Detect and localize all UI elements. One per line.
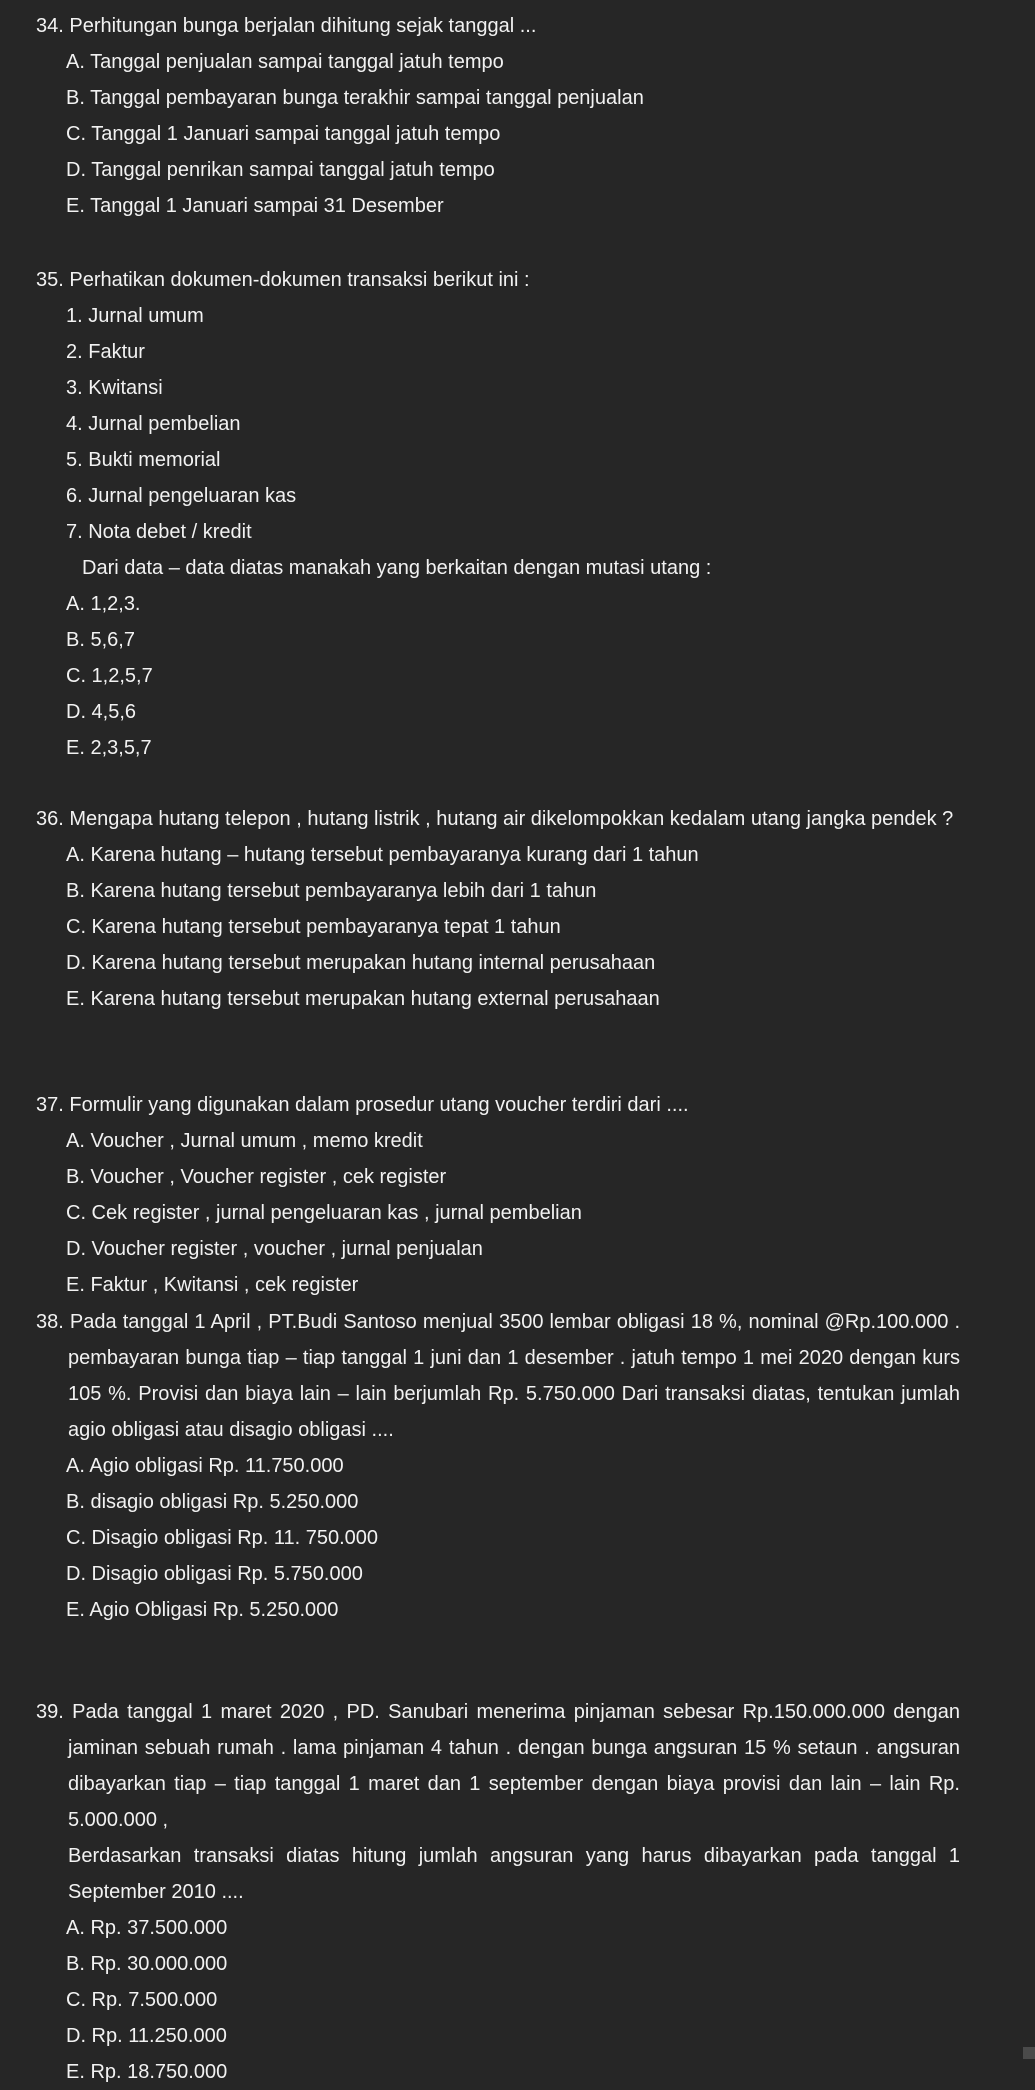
option-b: B. Rp. 30.000.000: [66, 1953, 228, 1975]
option-b: B. Voucher , Voucher register , cek register: [66, 1166, 447, 1188]
question-text: 38. Pada tanggal 1 April , PT.Budi Santoso menjual 3500 lembar obligasi 18 %, nominal @Rp.100.000 . pembayaran bunga tiap – tiap tanggal 1 juni dan 1 desember . jatuh tempo 1 mei 2020 dengan kurs 105 %. Provisi dan biaya lain – lain berjumlah Rp. 5.750.000 Dari transaksi diatas, tentukan jumlah agio obligasi atau disagio obligasi ....: [36, 1311, 960, 1441]
option-d: D. Tanggal penrikan sampai tanggal jatuh tempo: [66, 159, 495, 181]
list-item: 5. Bukti memorial: [66, 449, 221, 471]
scrollbar-corner: [1023, 2047, 1035, 2059]
option-c: C. Rp. 7.500.000: [66, 1989, 218, 2011]
option-d: D. Disagio obligasi Rp. 5.750.000: [66, 1563, 363, 1585]
option-b: B. 5,6,7: [66, 629, 135, 651]
question-36: [36, 801, 960, 1017]
option-d: D. Rp. 11.250.000: [66, 2025, 227, 2047]
list-item: 1. Jurnal umum: [66, 305, 204, 327]
option-e: E. Karena hutang tersebut merupakan hutang external perusahaan: [66, 988, 660, 1010]
question-37: [36, 1087, 960, 1303]
list-item: 7. Nota debet / kredit: [66, 521, 252, 543]
option-c: C. Tanggal 1 Januari sampai tanggal jatuh tempo: [66, 123, 501, 145]
question-39: [36, 1694, 960, 2090]
question-prompt: Dari data – data diatas manakah yang berkaitan dengan mutasi utang :: [82, 557, 712, 579]
option-a: A. Agio obligasi Rp. 11.750.000: [66, 1455, 344, 1477]
option-e: E. Agio Obligasi Rp. 5.250.000: [66, 1599, 339, 1621]
option-d: D. Karena hutang tersebut merupakan hutang internal perusahaan: [66, 952, 656, 974]
question-text: 37. Formulir yang digunakan dalam prosedur utang voucher terdiri dari ....: [36, 1094, 689, 1116]
option-d: D. 4,5,6: [66, 701, 137, 723]
question-text: 34. Perhitungan bunga berjalan dihitung sejak tanggal ...: [36, 15, 537, 37]
list-item: 6. Jurnal pengeluaran kas: [66, 485, 297, 507]
option-c: C. Karena hutang tersebut pembayaranya tepat 1 tahun: [66, 916, 561, 938]
option-b: B. Karena hutang tersebut pembayaranya lebih dari 1 tahun: [66, 880, 597, 902]
question-text: 35. Perhatikan dokumen-dokumen transaksi berikut ini :: [36, 269, 530, 291]
list-item: 4. Jurnal pembelian: [66, 413, 241, 435]
option-e: E. Rp. 18.750.000: [66, 2061, 228, 2083]
option-e: E. Tanggal 1 Januari sampai 31 Desember: [66, 195, 444, 217]
option-e: E. Faktur , Kwitansi , cek register: [66, 1274, 359, 1296]
option-a: A. 1,2,3.: [66, 593, 141, 615]
question-35: [36, 262, 960, 766]
list-item: 3. Kwitansi: [66, 377, 163, 399]
list-item: 2. Faktur: [66, 341, 145, 363]
question-text: 39. Pada tanggal 1 maret 2020 , PD. Sanubari menerima pinjaman sebesar Rp.150.000.000 dengan jaminan sebuah rumah . lama pinjaman 4 tahun . dengan bunga angsuran 15 % setaun . angsuran dibayarkan tiap – tiap tanggal 1 maret dan 1 september dengan biaya provisi dan lain – lain Rp. 5.000.000 ,: [36, 1701, 960, 1831]
question-38: [36, 1304, 960, 1628]
question-subtext: Berdasarkan transaksi diatas hitung jumlah angsuran yang harus dibayarkan pada tanggal 1 September 2010 ....: [68, 1845, 960, 1903]
question-34: [36, 8, 960, 224]
option-a: A. Rp. 37.500.000: [66, 1917, 228, 1939]
option-d: D. Voucher register , voucher , jurnal penjualan: [66, 1238, 483, 1260]
option-c: C. 1,2,5,7: [66, 665, 153, 687]
option-a: A. Voucher , Jurnal umum , memo kredit: [66, 1130, 423, 1152]
option-a: A. Tanggal penjualan sampai tanggal jatuh tempo: [66, 51, 504, 73]
option-b: B. disagio obligasi Rp. 5.250.000: [66, 1491, 359, 1513]
option-c: C. Disagio obligasi Rp. 11. 750.000: [66, 1527, 379, 1549]
option-b: B. Tanggal pembayaran bunga terakhir sampai tanggal penjualan: [66, 87, 644, 109]
option-e: E. 2,3,5,7: [66, 737, 152, 759]
option-a: A. Karena hutang – hutang tersebut pembayaranya kurang dari 1 tahun: [66, 844, 699, 866]
option-c: C. Cek register , jurnal pengeluaran kas , jurnal pembelian: [66, 1202, 582, 1224]
question-text: 36. Mengapa hutang telepon , hutang listrik , hutang air dikelompokkan kedalam utang jangka pendek ?: [36, 808, 954, 830]
